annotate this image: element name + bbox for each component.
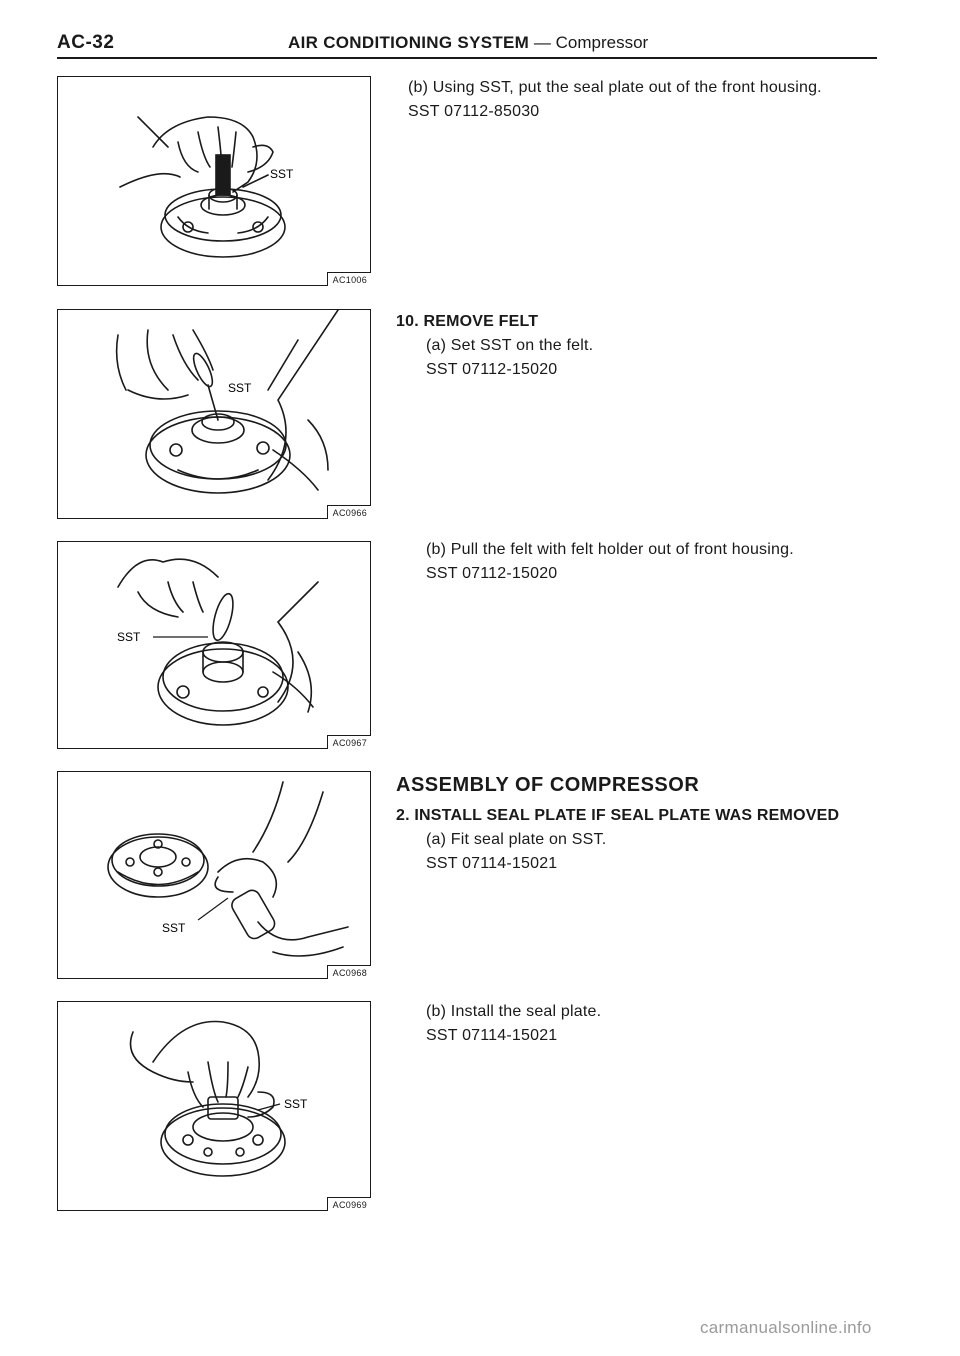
figure-5-illustration [58, 1002, 372, 1212]
page-id: AC-32 [57, 32, 115, 53]
figure-5 [57, 1001, 371, 1211]
step-2-heading: 2. INSTALL SEAL PLATE IF SEAL PLATE WAS REMOVED [396, 807, 840, 824]
assembly-title: ASSEMBLY OF COMPRESSOR [396, 774, 700, 796]
figure-4-illustration [58, 772, 372, 980]
figure-1-code: AC1006 [327, 272, 371, 286]
step-9b-text: (b) Using SST, put the seal plate out of the front housing. [408, 79, 822, 96]
figure-1 [57, 76, 371, 286]
figure-3-illustration [58, 542, 372, 750]
figure-3-code: AC0967 [327, 735, 371, 749]
figure-5-sst-label: SST [284, 1097, 308, 1111]
header-rule [57, 57, 877, 59]
step-10b-text: (b) Pull the felt with felt holder out of front housing. [426, 541, 794, 558]
figure-4-sst-label: SST [162, 921, 186, 935]
step-9b-sst: SST 07112-85030 [408, 103, 540, 120]
section-subtitle: Compressor [555, 33, 649, 52]
header-title [288, 33, 648, 53]
figure-4-code: AC0968 [327, 965, 371, 979]
figure-4 [57, 771, 371, 979]
step-2a-sst: SST 07114-15021 [426, 855, 558, 872]
figure-5-code: AC0969 [327, 1197, 371, 1211]
figure-2-illustration [58, 310, 372, 520]
figure-2-sst-label: SST [228, 381, 252, 395]
step-2b-sst: SST 07114-15021 [426, 1027, 558, 1044]
step-10a-sst: SST 07112-15020 [426, 361, 558, 378]
figure-3 [57, 541, 371, 749]
step-10b-sst: SST 07112-15020 [426, 565, 558, 582]
step-10a-text: (a) Set SST on the felt. [426, 337, 594, 354]
step-2b-text: (b) Install the seal plate. [426, 1003, 602, 1020]
figure-2-code: AC0966 [327, 505, 371, 519]
section-name: AIR CONDITIONING SYSTEM [288, 33, 530, 52]
figure-1-illustration [58, 77, 372, 287]
step-10-heading: 10. REMOVE FELT [396, 313, 539, 330]
step-2a-text: (a) Fit seal plate on SST. [426, 831, 607, 848]
figure-1-sst-label: SST [270, 167, 294, 181]
figure-3-sst-label: SST [117, 630, 141, 644]
header-dash: — [533, 33, 551, 52]
figure-2 [57, 309, 371, 519]
footer-watermark: carmanualsonline.info [700, 1318, 872, 1337]
